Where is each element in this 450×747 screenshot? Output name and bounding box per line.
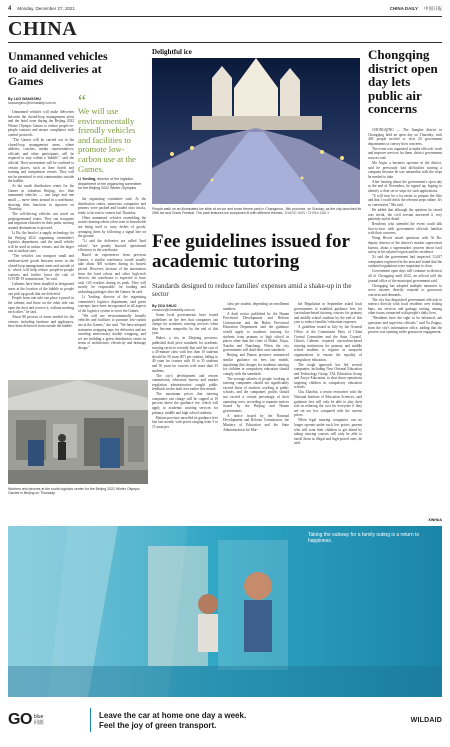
logo-go: GO xyxy=(8,711,32,728)
section-header xyxy=(8,16,442,40)
go-blue-logo xyxy=(8,711,82,729)
ice-photo-caption-text: People walk on an illuminated ice slide at an ice and snow theme park in Changchun, Jilin province, on Sunday, as the city launched its 25th Ice and Snow Festival. The park features ice sculptures lit with different themes. xyxy=(152,207,362,216)
pull-quote-text: We will use environmentally friendly vehicles and facilities to promote low-carbon use at the Games. xyxy=(78,106,136,174)
right-para: Residents who attended the event could talk face-to-face with government officials familiar with their concerns. xyxy=(368,222,442,236)
logistics-photo xyxy=(8,380,148,484)
quote-attr-name: Li Yonfing, xyxy=(78,177,97,182)
section-rule xyxy=(8,42,442,43)
logistics-photo-caption: Workers test devices at the south logistics center for the Beijing 2022 Winter Olympic Games in Beijing on Thursday. xyxy=(8,487,140,496)
ad-illustration xyxy=(8,526,442,697)
left-para: Li Yonfing, director of the organizing committee's logistics department, said green concepts have been incorporated in all aspects of the logistics system to serve the Games. xyxy=(78,295,146,313)
main-story-col3 xyxy=(294,302,362,513)
logo-cn: 同蓝 xyxy=(33,720,44,726)
paper-name: CHINA DAILY xyxy=(389,6,418,11)
main-headline: Fee guidelines issued for academic tutoring xyxy=(152,231,350,272)
left-headline: Unmanned vehicles to aid deliveries at Games xyxy=(8,49,108,88)
left-para: "The Games will be carried out in the closed-loop management areas, where athletes, coaches, media representatives, officials and other participants will be required to stay within a 'bubble'," said the official. Their movements will be confined to certain places, such as their hotels and training and competition venues. They will not be permitted to visit communities outside the bubble. xyxy=(8,137,74,184)
quote-attr-rest: director of the logistics department of the organizing committee for the Beijing 2022 Winter Olympics xyxy=(78,177,142,190)
main-para: ket Regulation in September asked local governments to establish guidance fees for curriculum-based tutoring courses for primary and middle school students by the end of this year to reduce families' education expenses. xyxy=(294,302,362,325)
main-byline xyxy=(152,304,218,312)
ad-footer xyxy=(8,700,442,740)
main-para: The maximum prices that tutoring companies can charge will be capped at 10 percent above the guidance fee, which will apply to academic tutoring services for primary, middle and high school students. xyxy=(152,392,218,415)
right-para: Wang Hewei raised questions with Xi Bo, deputy director of the district's market supervision bureau, about a supermarket concern about food safety in his salaried region and his residence. xyxy=(368,236,442,255)
right-story-col xyxy=(368,128,442,516)
footer-divider xyxy=(90,708,91,732)
footer-line2: Feel the joy of green transport. xyxy=(99,720,217,730)
main-byline-name: By ZOU SHUO xyxy=(152,304,177,308)
left-para: Unmanned vehicles will make deliveries between the closed-loop management areas and the hotel zone during the Beijing 2022 Winter Olympic Games to reduce people-to-people contacts and ensure compliance with control protocols. xyxy=(8,110,74,137)
right-para: The city has dispatched government officials to interact directly with local residents over fishing bans, tax services and garbage sorting, among other issues connected with people's daily lives. xyxy=(368,297,442,316)
left-byline xyxy=(8,97,74,105)
left-para: Cabinets have been installed at designated areas at the location of the bubble so people can pick up goods that are delivered. xyxy=(8,282,74,296)
page-number: 4 xyxy=(8,6,12,12)
main-para: Hainan province unveiled its guidance fees late last month, with prices ranging from 5 to 15 yuan per xyxy=(152,415,218,429)
section-title: CHINA xyxy=(8,18,78,40)
pull-quote xyxy=(78,91,146,190)
left-byline-email: luowangshu@chinadaily.com.cn xyxy=(8,101,57,106)
main-para: Some local governments have issued guidelines on the fees that companies can charge for academic tutoring services when they become nonprofits by the end of this year. xyxy=(152,313,218,336)
main-para: The tough approach has led several companies, including New Oriental Education and Technology Group, TAL Education Group and Zuoye Education, to shut down operations targeting children in compulsory education schools. xyxy=(294,362,362,390)
right-para: "It will now be a lot easier to prepare the files and that I could check the relevant steps online. It's so convenient," Ma said. xyxy=(368,193,442,208)
main-para: A draft notice published by the Hunan Provincial Development and Reform Commission and the Hubei Provincial Education Department said the guidance would apply to academic tutoring for students from primary to high school in places other than the cities of Hubei, Xiayu, Xiaohu and Nanchang. When the city governments will draft their own standards. xyxy=(223,311,289,353)
logo-blue: blue xyxy=(33,714,44,720)
right-para: The event was organized to make officials' work and improve services for them, district government sources said. xyxy=(368,146,442,160)
right-para: "Residents have the right to be informed, ask questions and supervise officials," said Yu Zaiguo, from the city's information office, adding that the process was opening wider grassroots engagement. xyxy=(368,316,442,335)
left-para: People from one side can place a parcel in the cabinet, and those on the other side can open the door and receive it, without meeting each other," he said. xyxy=(8,296,74,315)
ice-photo-caption xyxy=(152,207,362,216)
left-story-col2 xyxy=(78,197,146,377)
right-credit: XINHUA xyxy=(428,518,442,522)
main-story-col1 xyxy=(152,313,218,513)
main-para: A notice issued by the National Development and Reform Commission, the Ministry of Education and the State Administration for Mar- xyxy=(223,413,289,432)
page-folio xyxy=(8,6,442,16)
left-para: About 80 percent of items needed for the venues, including furniture and appliances, have been delivered from outside the bubble. xyxy=(8,315,74,329)
right-para: Government open days will continue in districts all of Chongqing until 2022, an official told the journal office of the municipal government said. xyxy=(368,269,442,283)
right-para: CHONGQING — The Jiangbei district in Chongqing held an open day on Thursday, with 400 people invited to visit 20 government departments to convey their concerns. xyxy=(368,128,442,146)
right-para: After hearing about the government's open day at the end of November, he signed up, hoping to identify a clear set of steps for such applications. xyxy=(368,179,442,193)
wildaid-logo: WILDAID xyxy=(410,716,442,724)
left-byline-name: By LUO WANGSHU xyxy=(8,97,41,101)
ice-festival-photo xyxy=(152,58,360,204)
quote-mark-icon: “ xyxy=(78,91,86,111)
right-headline: Chongqing district open day lets public air concerns xyxy=(368,47,438,117)
main-para: The average salaries of people working at tutoring companies should not significantly exceed those of teachers working at public schools, and the companies' profits should not exceed a certain percentage of their operating costs, according to separate notices issued by the Beijing and Hunan governments. xyxy=(223,376,289,413)
left-para: Based on experiences from previous Games, a similar warehouse would usually take about 300 workers during its busiest period. However, because of the automation from the hard robots and other high-tech devices, the warehouse is expected to have only 120 workers during its peak. They will mostly be responsible for loading and unloading packages after the Games, he said. xyxy=(78,253,146,295)
footer-slogan xyxy=(99,711,411,730)
main-deck: Standards designed to reduce families' expenses amid a shake-up in the sector xyxy=(152,282,352,299)
main-para: class per student, depending on enrollment numbers. xyxy=(223,302,289,311)
main-byline-email: zoushuo@chinadaily.com.cn xyxy=(152,308,195,313)
center-kicker: Delightful ice xyxy=(152,48,192,56)
left-para: the organizing committee said. At the distribution center, numerous companies and printers were packed and loaded onto trucks, ready to be sent to venues last Thursday. xyxy=(78,197,146,215)
pull-quote-attribution xyxy=(78,177,146,190)
footer-line1: Leave the car at home one day a week. xyxy=(99,710,247,720)
main-para: A guideline issued in July by the General Office of the Communist Party of China Central Committee and the State Council, China's Cabinet, required curriculum-based tutoring institutions for primary and middle school students to register as nonprofit organizations to ensure the equality of compulsory education. xyxy=(294,325,362,362)
left-para: "We will use environmentally friendly vehicles and facilities to promote low-carbon use at the Games," she said. "We have adopted statement wrapping tape for deliveries and are avoiding unnecessary double wrapping, and we are building a green distribution center in terms of architecture, electricity and drainage design." xyxy=(78,313,146,350)
main-para: When legal tutoring companies can no longer operate under such low prices, parents who still want their children to get ahead by taking tutoring courses will only be able to enroll them in illegal and high-priced ones, he said. xyxy=(294,418,362,446)
paper-name-cn: 中国日报 xyxy=(424,6,442,11)
green-transport-ad xyxy=(8,526,442,697)
main-para: Hubei, a city in Zhejiang province, published draft price standards for academic tutoring services recently that said the cost of a 45-minute class with less than 10 students should be 50 yuan ($7) per student, falling to 40 yuan for courses with 10 to 35 students and 30 yuan for courses with more than 35 students. xyxy=(152,336,218,373)
right-para: Xi said the government had inspected 13,637 companies registered in the area and found that the outdated regulations were important to close. xyxy=(368,255,442,269)
right-para: Ma Aiqin, a business operator in the district, said he previously had difficulties starting a company because he was unfamiliar with the steps he needed to take. xyxy=(368,160,442,179)
left-story-col1 xyxy=(8,110,74,377)
main-story-col2 xyxy=(223,302,289,513)
left-para: At the south distribution center for the Games in suburban Beijing, two blue unmanned vehicles — one large and one small — move items around in a warehouse, showing their functions to reporters on Thursday. xyxy=(8,184,74,212)
right-para: He added that although the question he raised was trivial, the civil servant answered it very patiently and in detail. xyxy=(368,208,442,222)
ice-photo-credit: ZHANG NAN / CHINA DAILY xyxy=(284,211,330,216)
ad-text: Taking the subway for a family outing is a return to happiness. xyxy=(308,532,420,545)
main-para: The city's development and reform commission, education bureau and market regulation administration sought public feedback on the draft fees earlier this month. xyxy=(152,373,218,392)
left-para: "Li said the deliveries are called 'hard robots', 'are greatly boosted operational efficiency in the warehouse. xyxy=(78,239,146,253)
left-para: "The vehicles can transport small and medium-sized goods between zones in the closed-loop management areas and outside of it, which will help reduce people-to-people contacts and further lower the risk of COVID-19 transmission," he said. xyxy=(8,254,74,282)
logistics-photo-art xyxy=(8,380,148,484)
left-para: Li Bo, the head of a supply technology for the Beijing 2022 organizing committee's logistics department, said the small vehicle will be used in indoor venues, and the larger one at outdoor sites. xyxy=(8,231,74,254)
main-para: Beijing and Hunan province announced similar guidance on fees last month, stipulating that charges for academic tutoring for children in compulsory education should comply with the standards. xyxy=(223,353,289,376)
left-para: Other unmanned vehicles resembling the round cleaning robots often seen in households are being used to carry dishes of goods, arranging them by following a signal line on the ground. xyxy=(78,215,146,239)
left-para: The self-driving vehicles can travel on preprogrammed routes. They can recognize and negotiate obstacles in their paths, moving around destinations to proceed. xyxy=(8,212,74,231)
logo-sub xyxy=(34,714,44,726)
main-para: Chu Zhaohui, a senior researcher with the National Institute of Education Sciences, said guidance fees will only be able to play their role in reducing the cost for everyone if they are set too low compared with the current prices. xyxy=(294,390,362,418)
right-para: Chongqing has adopted multiple measures to serve citizens directly respond to grassroots concerns and demands. xyxy=(368,283,442,297)
ice-festival-photo-art xyxy=(152,58,360,204)
page-date: Monday, December 27, 2021 xyxy=(17,6,76,11)
